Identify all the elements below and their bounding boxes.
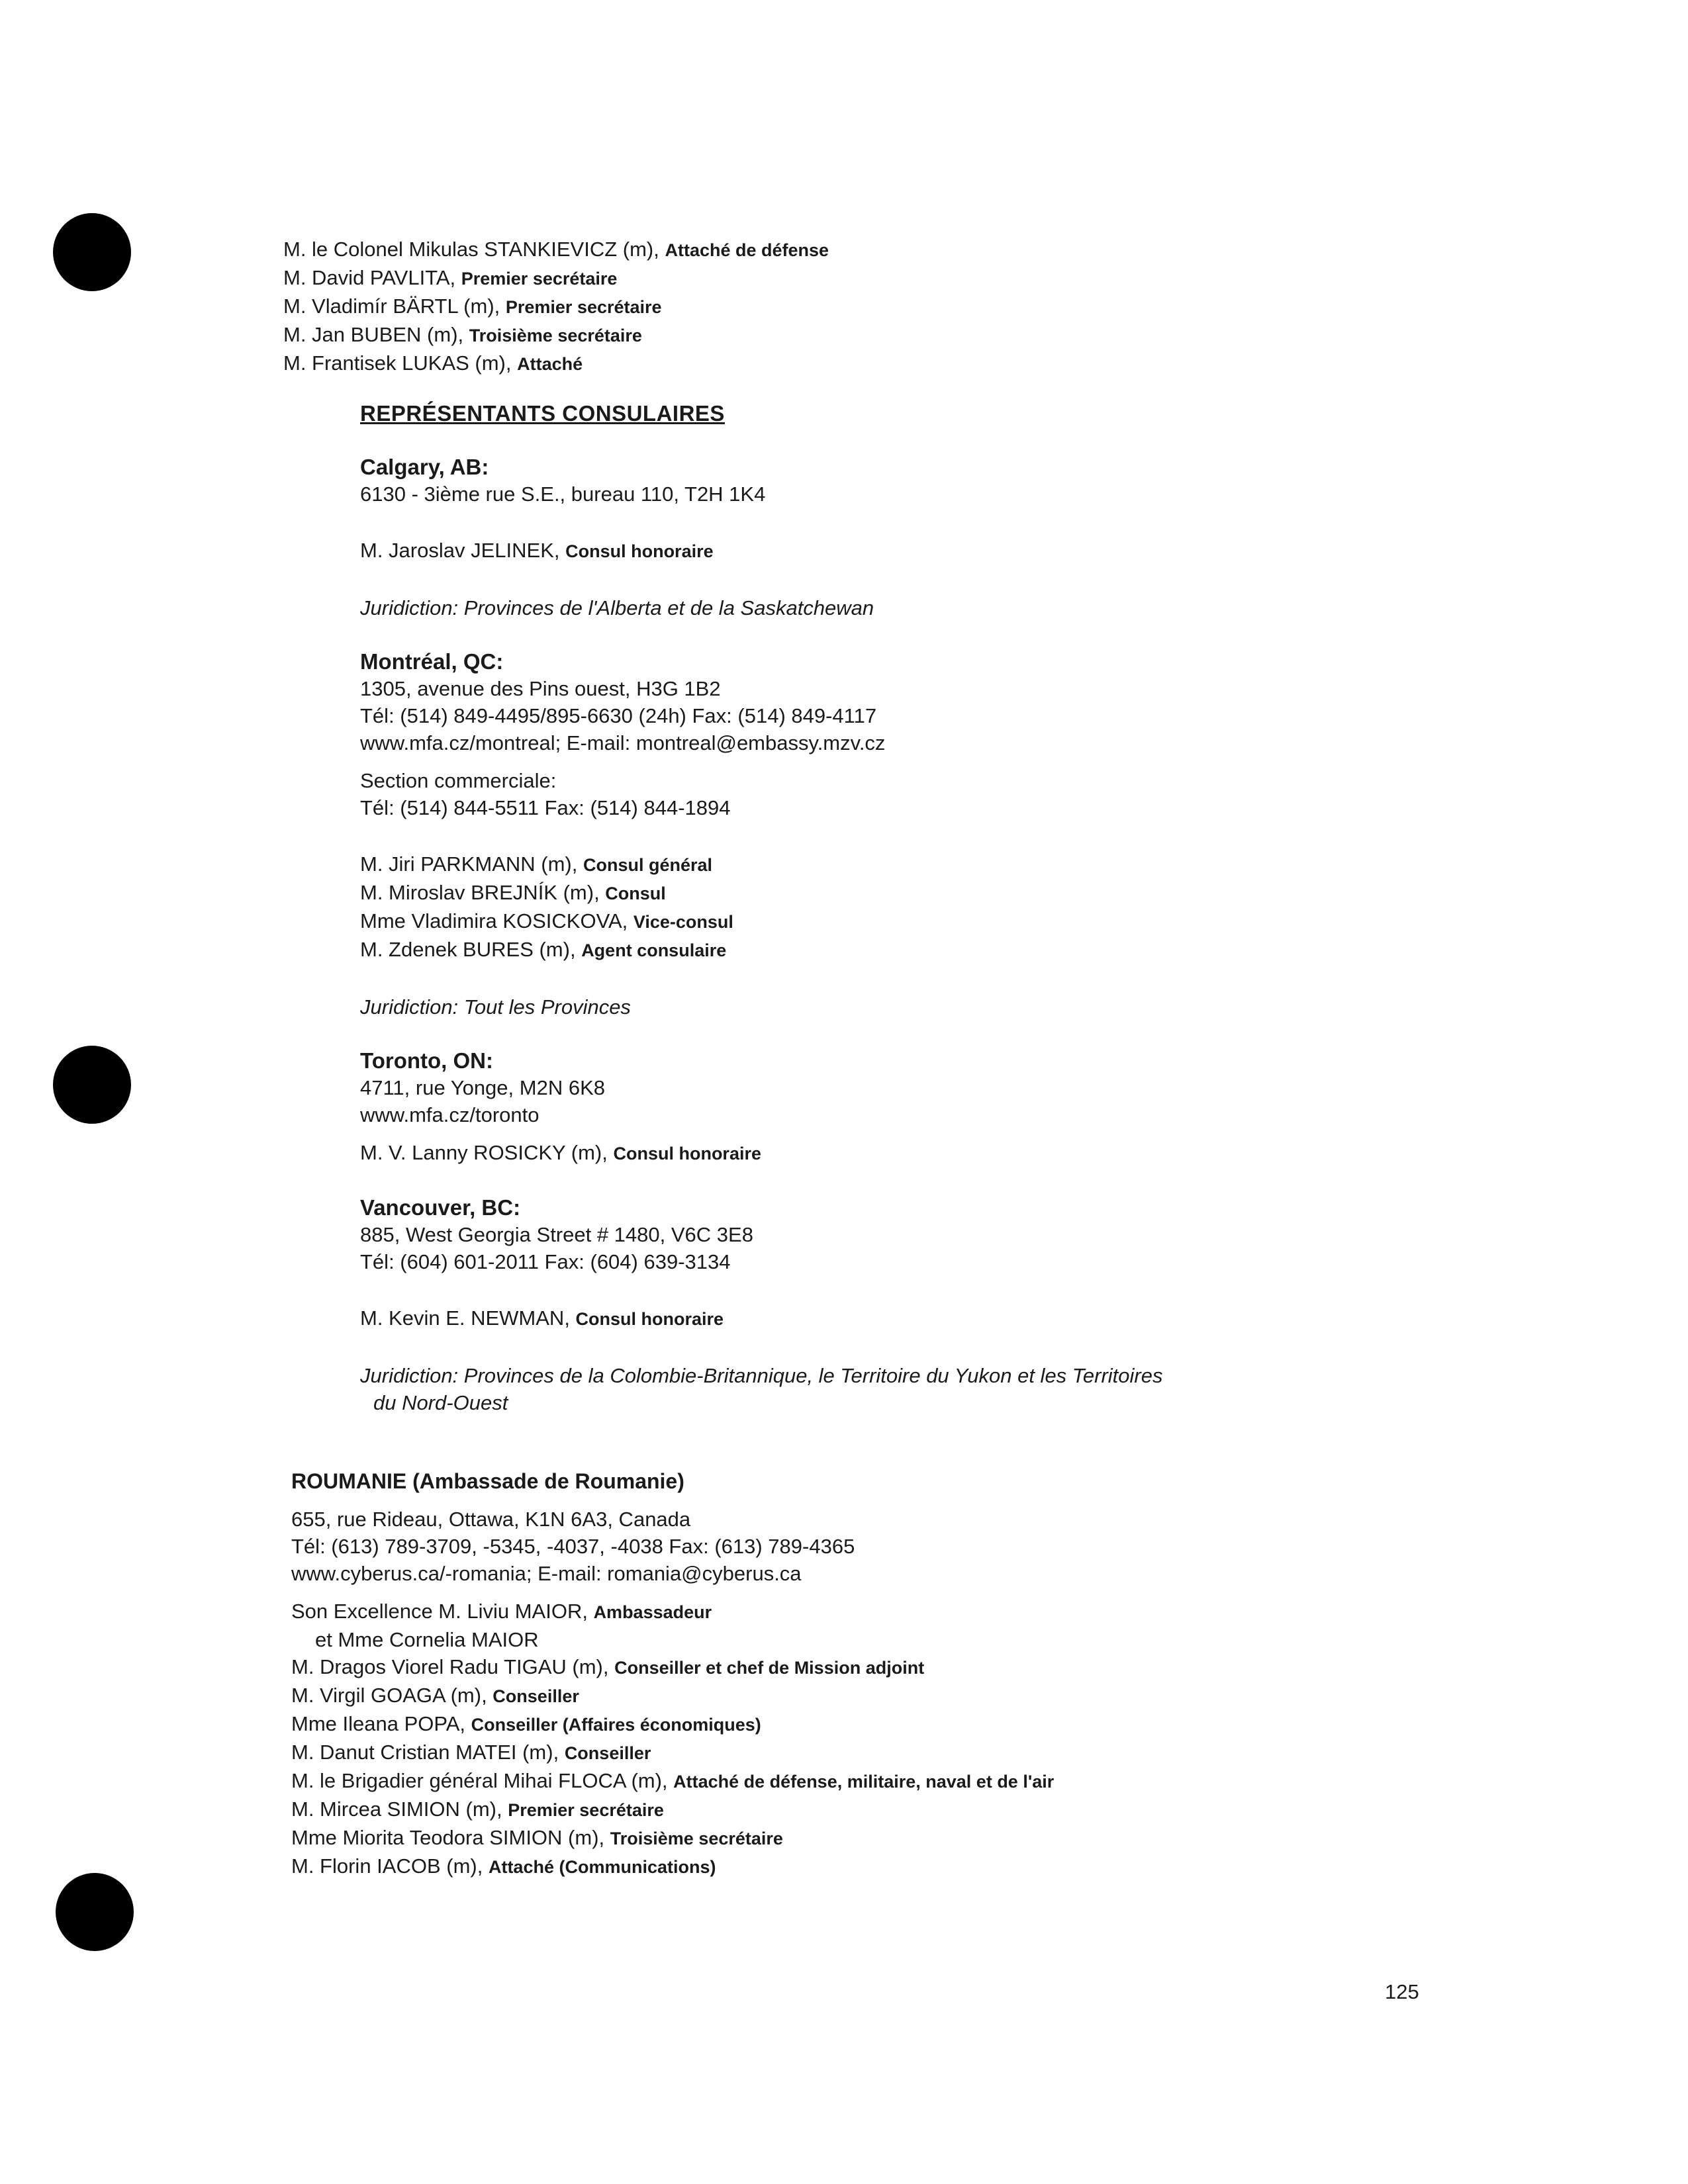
binder-hole-middle bbox=[53, 1046, 131, 1124]
staff-role: Premier secrétaire bbox=[508, 1800, 664, 1820]
romania-section bbox=[291, 1468, 1054, 1881]
staff-name: M. Florin IACOB (m), bbox=[291, 1854, 489, 1878]
consulate-toronto bbox=[360, 1047, 1162, 1167]
staff-entry bbox=[360, 907, 1162, 936]
address: 655, rue Rideau, Ottawa, K1N 6A3, Canada bbox=[291, 1508, 691, 1531]
staff-entry bbox=[283, 349, 829, 378]
staff-role: Consul honoraire bbox=[613, 1144, 761, 1163]
country-heading: ROUMANIE (Ambassade de Roumanie) bbox=[291, 1469, 684, 1493]
staff-role: Attaché de défense, militaire, naval et de l'air bbox=[673, 1772, 1055, 1792]
staff-name: M. Virgil GOAGA (m), bbox=[291, 1684, 493, 1707]
staff-name: M. Danut Cristian MATEI (m), bbox=[291, 1741, 565, 1764]
city-heading: Calgary, AB: bbox=[360, 455, 489, 479]
consular-heading: REPRÉSENTANTS CONSULAIRES bbox=[360, 401, 725, 426]
staff-role: Agent consulaire bbox=[581, 940, 727, 960]
staff-name: M. Jan BUBEN (m), bbox=[283, 323, 469, 346]
staff-name: M. V. Lanny ROSICKY (m), bbox=[360, 1141, 614, 1164]
web-email: www.mfa.cz/montreal; E-mail: montreal@embassy.mzv.cz bbox=[360, 731, 886, 754]
address: 4711, rue Yonge, M2N 6K8 bbox=[360, 1076, 605, 1099]
commercial-phone-fax: Tél: (514) 844-5511 Fax: (514) 844-1894 bbox=[360, 796, 731, 819]
page-number: 125 bbox=[1385, 1980, 1419, 2003]
binder-hole-top bbox=[53, 213, 131, 291]
staff-role: Consul bbox=[605, 884, 666, 903]
staff-role: Conseiller (Affaires économiques) bbox=[471, 1715, 761, 1735]
staff-role: Troisième secrétaire bbox=[610, 1829, 783, 1848]
staff-role: Premier secrétaire bbox=[505, 297, 662, 317]
staff-entry bbox=[360, 1139, 1162, 1167]
staff-role: Conseiller bbox=[564, 1743, 651, 1763]
commercial-section-label: Section commerciale: bbox=[360, 769, 557, 792]
staff-role: Attaché (Communications) bbox=[488, 1857, 716, 1877]
staff-entry bbox=[360, 537, 1162, 565]
staff-role: Attaché de défense bbox=[665, 240, 829, 260]
staff-role: Consul général bbox=[583, 855, 713, 875]
staff-role: Consul honoraire bbox=[565, 541, 714, 561]
phone-fax: Tél: (604) 601-2011 Fax: (604) 639-3134 bbox=[360, 1250, 731, 1273]
staff-entry bbox=[283, 321, 829, 349]
staff-name: M. le Colonel Mikulas STANKIEVICZ (m), bbox=[283, 238, 665, 261]
staff-entry bbox=[283, 264, 829, 293]
staff-entry bbox=[283, 236, 829, 264]
ambassador-entry bbox=[291, 1598, 1054, 1626]
jurisdiction: Juridiction: Provinces de l'Alberta et de la Saskatchewan bbox=[360, 596, 874, 619]
jurisdiction: Juridiction: Tout les Provinces bbox=[360, 995, 631, 1019]
staff-entry bbox=[291, 1653, 1054, 1682]
staff-name: Mme Ileana POPA, bbox=[291, 1712, 471, 1735]
staff-role: Premier secrétaire bbox=[461, 269, 618, 289]
staff-entry bbox=[283, 293, 829, 321]
consular-section bbox=[360, 400, 1162, 1416]
jurisdiction-continued: du Nord-Ouest bbox=[373, 1391, 508, 1414]
consulate-montreal bbox=[360, 648, 1162, 1021]
staff-entry bbox=[291, 1739, 1054, 1767]
staff-name: M. Kevin E. NEWMAN, bbox=[360, 1306, 576, 1330]
address: 885, West Georgia Street # 1480, V6C 3E8 bbox=[360, 1223, 753, 1246]
staff-name: Mme Vladimira KOSICKOVA, bbox=[360, 909, 633, 933]
staff-entry bbox=[291, 1852, 1054, 1881]
staff-name: Mme Miorita Teodora SIMION (m), bbox=[291, 1826, 610, 1849]
staff-name: M. Vladimír BÄRTL (m), bbox=[283, 295, 506, 318]
staff-name: M. David PAVLITA, bbox=[283, 266, 461, 289]
staff-entry bbox=[291, 1767, 1054, 1796]
staff-role: Attaché bbox=[517, 354, 583, 374]
staff-name: M. Zdenek BURES (m), bbox=[360, 938, 582, 961]
staff-name: M. Frantisek LUKAS (m), bbox=[283, 351, 518, 375]
city-heading: Montréal, QC: bbox=[360, 649, 504, 674]
staff-role: Consul honoraire bbox=[575, 1309, 724, 1329]
staff-entry bbox=[291, 1796, 1054, 1824]
binder-hole-bottom bbox=[56, 1873, 134, 1951]
staff-entry bbox=[360, 1304, 1162, 1333]
phone-fax: Tél: (514) 849-4495/895-6630 (24h) Fax: (514) 849-4117 bbox=[360, 704, 877, 727]
consulate-vancouver bbox=[360, 1194, 1162, 1416]
staff-name: Son Excellence M. Liviu MAIOR, bbox=[291, 1600, 594, 1623]
staff-name: M. Mircea SIMION (m), bbox=[291, 1797, 508, 1821]
staff-role: Conseiller et chef de Mission adjoint bbox=[614, 1658, 925, 1678]
czech-staff-list bbox=[283, 236, 829, 378]
staff-name: M. Miroslav BREJNÍK (m), bbox=[360, 881, 606, 904]
ambassador-spouse: et Mme Cornelia MAIOR bbox=[315, 1628, 539, 1651]
staff-role: Vice-consul bbox=[633, 912, 733, 932]
web-email: www.cyberus.ca/-romania; E-mail: romania@cyberus.ca bbox=[291, 1562, 802, 1585]
staff-name: M. Dragos Viorel Radu TIGAU (m), bbox=[291, 1655, 615, 1678]
staff-name: M. Jaroslav JELINEK, bbox=[360, 539, 566, 562]
staff-role: Ambassadeur bbox=[593, 1602, 712, 1622]
staff-entry bbox=[291, 1824, 1054, 1852]
jurisdiction: Juridiction: Provinces de la Colombie-Britannique, le Territoire du Yukon et les Territoires bbox=[360, 1364, 1163, 1387]
phone-fax: Tél: (613) 789-3709, -5345, -4037, -4038 Fax: (613) 789-4365 bbox=[291, 1535, 855, 1558]
address: 6130 - 3ième rue S.E., bureau 110, T2H 1K4 bbox=[360, 482, 766, 506]
address: 1305, avenue des Pins ouest, H3G 1B2 bbox=[360, 677, 721, 700]
staff-role: Troisième secrétaire bbox=[469, 326, 642, 345]
staff-name: M. Jiri PARKMANN (m), bbox=[360, 852, 583, 876]
staff-entry bbox=[291, 1710, 1054, 1739]
website: www.mfa.cz/toronto bbox=[360, 1103, 539, 1126]
consulate-calgary bbox=[360, 453, 1162, 621]
staff-entry bbox=[360, 879, 1162, 907]
city-heading: Toronto, ON: bbox=[360, 1048, 493, 1073]
city-heading: Vancouver, BC: bbox=[360, 1195, 521, 1220]
staff-entry bbox=[360, 936, 1162, 964]
staff-entry bbox=[360, 850, 1162, 879]
staff-name: M. le Brigadier général Mihai FLOCA (m), bbox=[291, 1769, 674, 1792]
staff-entry bbox=[291, 1682, 1054, 1710]
staff-role: Conseiller bbox=[492, 1686, 579, 1706]
